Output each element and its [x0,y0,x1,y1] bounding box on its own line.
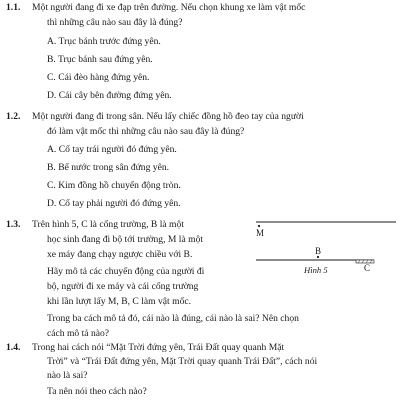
question-1-4-number: 1.4. [6,342,21,353]
point-b [317,256,319,258]
question-1-1-line-2: thì những câu nào sau đây là đúng? [47,17,183,28]
question-1-4-line-4: Ta nên nói theo cách nào? [47,386,147,397]
question-1-2-line-2: đó làm vật mốc thì những câu nào sau đây là đúng? [47,126,245,137]
question-1-2-option-a: A. Cổ tay trái người đó đứng yên. [47,144,177,155]
question-1-2-option-d: D. Cổ tay phải người đó đứng yên. [47,198,181,209]
point-m [258,225,260,227]
question-1-2-option-b: B. Bể nước trong sân đứng yên. [47,162,170,173]
label-b: B [315,246,322,256]
question-1-1-option-a: A. Trục bánh trước đứng yên. [47,36,161,47]
question-1-1-option-c: C. Cái đèo hàng đứng yên. [47,72,150,83]
question-1-3-line-1: Trên hình 5, C là cổng trường, B là một [32,219,184,230]
question-1-1-option-d: D. Cái cây bên đường đứng yên. [47,90,172,101]
question-1-2-option-c: C. Kim đồng hồ chuyển động tròn. [47,180,181,191]
question-1-1-option-b: B. Trục bánh sau đứng yên. [47,54,153,65]
question-1-1-line-1: Một người đang đi xe đạp trên đường. Nếu chọn khung xe làm vật mốc [32,2,306,13]
question-1-4-line-1: Trong hai cách nói “Mặt Trời đứng yên, Trái Đất quay quanh Mặt [32,342,285,353]
figure-hinh-5 [256,219,400,279]
question-1-3-para2-line-2: bộ, người đi xe máy và cái cổng trường [47,281,199,292]
question-1-3-line-3: xe máy đang chạy ngược chiều với B. [47,249,193,260]
question-1-3-line-2: học sinh đang đi bộ tới trường, M là một [47,234,204,245]
question-1-4-line-2: Trời” và “Trái Đất đứng yên, Mặt Trời quay quanh Trái Đất”, cách nói [47,356,318,367]
label-c: C [364,263,371,273]
question-1-1-number: 1.1. [6,2,21,13]
question-1-2-line-1: Một người đang đi trong sân. Nếu lấy chiếc đồng hồ đeo tay của người [32,111,304,122]
question-1-3-para3-line-1: Trong ba cách mô tả đó, cái nào là đúng, cái nào là sai? Nên chọn [47,313,299,324]
figure-caption: Hình 5 [304,265,328,275]
question-1-4-line-3: nào là sai? [47,370,88,381]
question-1-3-para2-line-1: Hãy mô tả các chuyển động của người đi [47,266,205,277]
label-m: M [256,228,265,238]
question-1-3-para3-line-2: cách mô tả nào? [47,328,110,339]
question-1-2-number: 1.2. [6,111,21,122]
question-1-3-number: 1.3. [6,219,21,230]
figure-diagram [256,219,400,279]
question-1-3-para2-line-3: khi lần lượt lấy M, B, C làm vật mốc. [47,296,192,307]
